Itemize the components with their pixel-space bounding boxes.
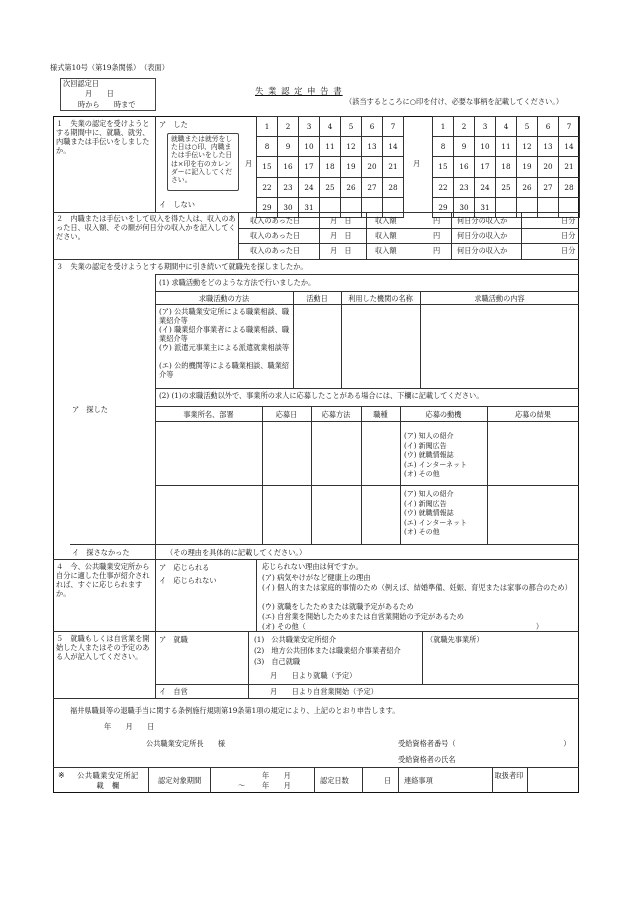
day-cell[interactable]: 7 bbox=[383, 117, 404, 137]
q1-option-did-not[interactable]: イ しない bbox=[159, 200, 195, 209]
day-cell[interactable]: 5 bbox=[341, 117, 362, 137]
method-item[interactable]: (イ) 職業紹介事業者による職業相談、職業紹介等 bbox=[159, 325, 290, 343]
q1-month-label-1: 月 bbox=[245, 159, 253, 168]
period-label: 認定対象期間 bbox=[158, 776, 202, 785]
day-cell[interactable]: 8 bbox=[257, 137, 278, 157]
q2-date-label: 収入のあった日 bbox=[250, 231, 301, 240]
calendar-2[interactable] bbox=[432, 116, 580, 218]
day-cell[interactable]: 12 bbox=[517, 137, 538, 157]
motive-option[interactable]: (イ) 新聞広告 bbox=[404, 499, 447, 508]
day-cell[interactable]: 25 bbox=[320, 177, 341, 197]
day-cell[interactable]: 30 bbox=[278, 197, 299, 217]
day-cell[interactable]: 24 bbox=[299, 177, 320, 197]
cert-days-label: 認定日数 bbox=[320, 776, 349, 785]
calendar-week bbox=[257, 137, 404, 157]
day-cell[interactable]: 15 bbox=[433, 157, 454, 177]
q2-md[interactable]: 月 日 bbox=[330, 216, 352, 225]
q5-option-job[interactable]: ア 就職 bbox=[159, 635, 188, 644]
q3-col-content: 求職活動の内容 bbox=[474, 294, 525, 303]
day-cell[interactable]: 15 bbox=[257, 157, 278, 177]
calendar-week bbox=[433, 157, 580, 177]
calendar-1[interactable] bbox=[256, 116, 404, 218]
next-date-time-range: 時から 時まで bbox=[78, 100, 136, 109]
office-label: 公共職業安定所記 載 欄 bbox=[77, 771, 147, 790]
q2-day-unit: 日分 bbox=[561, 246, 576, 255]
period-start[interactable]: 年 月 bbox=[262, 771, 291, 780]
day-cell[interactable]: 25 bbox=[496, 177, 517, 197]
day-cell[interactable] bbox=[496, 197, 517, 217]
q5-route[interactable]: (1) 公共職業安定所紹介 bbox=[254, 635, 337, 644]
day-cell[interactable]: 21 bbox=[559, 157, 580, 177]
next-date-label: 次回認定日 bbox=[63, 79, 99, 88]
day-cell[interactable]: 13 bbox=[362, 137, 383, 157]
day-cell[interactable]: 27 bbox=[362, 177, 383, 197]
day-cell[interactable]: 19 bbox=[341, 157, 362, 177]
q2-days-label: 何日分の収入か bbox=[457, 246, 508, 255]
calendar-week bbox=[433, 137, 580, 157]
day-cell[interactable]: 1 bbox=[257, 117, 278, 137]
declaration-date[interactable]: 年 月 日 bbox=[104, 722, 155, 731]
cert-number[interactable]: 受給資格者番号（ ） bbox=[398, 739, 571, 748]
day-cell[interactable]: 6 bbox=[362, 117, 383, 137]
day-cell[interactable]: 16 bbox=[454, 157, 475, 177]
day-cell[interactable]: 31 bbox=[299, 197, 320, 217]
q4-reason[interactable]: (ウ) 就職をしたためまたは就職予定があるため bbox=[262, 602, 414, 611]
day-cell[interactable]: 17 bbox=[299, 157, 320, 177]
day-cell[interactable]: 14 bbox=[383, 137, 404, 157]
day-cell[interactable] bbox=[538, 197, 559, 217]
calendar-week bbox=[433, 197, 580, 217]
q3-col-agency: 利用した機関の名称 bbox=[348, 294, 413, 303]
day-cell[interactable]: 3 bbox=[475, 117, 496, 137]
day-cell[interactable]: 4 bbox=[496, 117, 517, 137]
day-cell[interactable]: 20 bbox=[362, 157, 383, 177]
day-cell[interactable]: 17 bbox=[475, 157, 496, 177]
q4-reason-title: 応じられない理由は何ですか。 bbox=[262, 562, 363, 571]
day-cell[interactable]: 11 bbox=[496, 137, 517, 157]
day-cell[interactable]: 13 bbox=[538, 137, 559, 157]
day-cell[interactable]: 16 bbox=[278, 157, 299, 177]
calendar-week bbox=[257, 157, 404, 177]
declaration-text: 福井県職員等の退職手当に関する条例施行規則第19条第1項の規定により、上記のとおり申告します。 bbox=[70, 706, 400, 715]
q2-amount-label: 収入額 bbox=[375, 216, 397, 225]
office-mark: ※ bbox=[58, 771, 65, 780]
q4-option-cannot[interactable]: イ 応じられない bbox=[159, 576, 217, 585]
day-cell[interactable]: 9 bbox=[454, 137, 475, 157]
day-cell[interactable]: 23 bbox=[454, 177, 475, 197]
q3-option-not-searched[interactable]: イ 探さなかった bbox=[72, 548, 130, 557]
q5-route[interactable]: (3) 自己就職 bbox=[254, 657, 301, 666]
q4-reason[interactable]: (エ) 自営業を開始したためまたは自営業開始の予定があるため bbox=[262, 612, 464, 621]
day-cell[interactable]: 9 bbox=[278, 137, 299, 157]
day-cell[interactable]: 29 bbox=[257, 197, 278, 217]
q1-month-label-2: 月 bbox=[413, 159, 421, 168]
page-title: 失 業 認 定 申 告 書 bbox=[255, 86, 343, 96]
q3-sub1: (1) 求職活動をどのような方法で行いましたか。 bbox=[159, 278, 316, 287]
day-cell[interactable] bbox=[320, 197, 341, 217]
q5-question: ５ 就職もしくは自営業を開始した人またはその予定のある人が記入してください。 bbox=[56, 634, 150, 661]
motive-option[interactable]: (ア) 知人の紹介 bbox=[404, 432, 454, 440]
motive-option[interactable]: (オ) その他 bbox=[404, 528, 440, 537]
motive-option[interactable]: (オ) その他 bbox=[404, 470, 440, 479]
q2-date-label: 収入のあった日 bbox=[250, 216, 301, 225]
office-head: 公共職業安定所長 様 bbox=[146, 739, 226, 748]
q4-option-can[interactable]: ア 応じられる bbox=[159, 563, 210, 572]
q4-reason[interactable]: (イ) 個人的または家庭的事情のため（例えば、結婚準備、妊娠、育児または家事の都合のため） bbox=[262, 583, 572, 592]
instruction: （該当するところに○印を付け、必要な事柄を記載してください。） bbox=[345, 97, 564, 106]
q4-question: ４ 今、公共職業安定所から自分に適した仕事が紹介されれば、すぐに応じられますか。 bbox=[56, 562, 150, 598]
q2-yen: 円 bbox=[433, 216, 441, 225]
day-cell[interactable] bbox=[362, 197, 383, 217]
calendar-week bbox=[257, 117, 404, 137]
day-cell[interactable]: 18 bbox=[496, 157, 517, 177]
method-item[interactable]: (ア) 公共職業安定所による職業相談、職業紹介等 bbox=[159, 307, 290, 325]
q5-employer-label: （就職先事業所） bbox=[426, 635, 484, 644]
applicant-name[interactable]: 受給資格者の氏名 bbox=[398, 755, 456, 764]
day-cell[interactable]: 26 bbox=[341, 177, 362, 197]
q2-amount-label: 収入額 bbox=[375, 246, 397, 255]
q1-question: １ 失業の認定を受けようとする期間中に、就職、就労、内職または手伝いをしましたか。 bbox=[56, 119, 150, 155]
day-cell[interactable]: 28 bbox=[383, 177, 404, 197]
q2-days-label: 何日分の収入か bbox=[457, 216, 508, 225]
form-number: 様式第10号（第19条関係） （表面） bbox=[50, 63, 169, 72]
q3-col-activity-date: 活動日 bbox=[306, 294, 328, 303]
day-cell[interactable]: 24 bbox=[475, 177, 496, 197]
q2-date-label: 収入のあった日 bbox=[250, 246, 301, 255]
motive-option[interactable]: (ウ) 就職情報誌 bbox=[404, 509, 454, 518]
q2-days-label: 何日分の収入か bbox=[457, 231, 508, 240]
day-cell[interactable]: 2 bbox=[278, 117, 299, 137]
q3-col-apply-date: 応募日 bbox=[275, 410, 298, 419]
q3-col-company: 事業所名、部署 bbox=[183, 410, 234, 419]
q2-question: ２ 内職または手伝いをして収入を得た人は、収入のあった日、収入額、その額が何日分の収入かを記入してください。 bbox=[56, 214, 236, 241]
day-cell[interactable]: 22 bbox=[257, 177, 278, 197]
day-cell[interactable]: 26 bbox=[517, 177, 538, 197]
day-cell[interactable]: 10 bbox=[475, 137, 496, 157]
q4-reason[interactable]: (ア) 病気やけがなど健康上の理由 bbox=[262, 573, 371, 582]
day-cell[interactable] bbox=[517, 197, 538, 217]
cert-days-unit: 日 bbox=[384, 776, 392, 785]
period-end[interactable]: 年 月 bbox=[262, 781, 291, 790]
q3-question: ３ 失業の認定を受けようとする期間中に引き続いて就職先を探しましたか。 bbox=[56, 262, 308, 271]
day-cell[interactable]: 23 bbox=[278, 177, 299, 197]
day-cell[interactable]: 6 bbox=[538, 117, 559, 137]
day-cell[interactable]: 21 bbox=[383, 157, 404, 177]
day-cell[interactable]: 2 bbox=[454, 117, 475, 137]
motive-list[interactable] bbox=[404, 432, 467, 480]
q3-option-searched[interactable]: ア 探した bbox=[72, 405, 108, 414]
day-cell[interactable] bbox=[341, 197, 362, 217]
calendar-week bbox=[433, 117, 580, 137]
q3-col-result: 応募の結果 bbox=[515, 410, 551, 419]
calendar-week bbox=[257, 177, 404, 197]
motive-option[interactable]: (ア) 知人の紹介 bbox=[404, 490, 454, 498]
day-cell[interactable]: 1 bbox=[433, 117, 454, 137]
q2-day-unit: 日分 bbox=[561, 216, 576, 225]
contact-label: 連絡事項 bbox=[404, 776, 433, 785]
day-cell[interactable]: 18 bbox=[320, 157, 341, 177]
method-item[interactable]: (ウ) 派遣元事業主による派遣就業相談等 bbox=[159, 343, 290, 352]
q3-col-method: 求職活動の方法 bbox=[198, 294, 250, 303]
q5-route[interactable]: (2) 地方公共団体または職業紹介事業者紹介 bbox=[254, 646, 401, 655]
q2-yen: 円 bbox=[433, 246, 441, 255]
day-cell[interactable]: 5 bbox=[517, 117, 538, 137]
q1-note: 就職または就労をした日は○印、内職または手伝いをした日は×印を右のカレンダーに記入してください。 bbox=[171, 135, 233, 185]
q2-yen: 円 bbox=[433, 231, 441, 240]
period-tilde: 〜 bbox=[238, 781, 246, 790]
day-cell[interactable]: 22 bbox=[433, 177, 454, 197]
motive-option[interactable]: (ウ) 就職情報誌 bbox=[404, 451, 454, 460]
day-cell[interactable]: 30 bbox=[454, 197, 475, 217]
calendar-week bbox=[257, 197, 404, 217]
day-cell[interactable]: 31 bbox=[475, 197, 496, 217]
motive-option[interactable]: (エ) インターネット bbox=[404, 518, 468, 527]
q2-md[interactable]: 月 日 bbox=[330, 246, 352, 255]
day-cell[interactable]: 3 bbox=[299, 117, 320, 137]
motive-option[interactable]: (イ) 新聞広告 bbox=[404, 441, 447, 450]
calendar-week bbox=[433, 177, 580, 197]
day-cell[interactable]: 20 bbox=[538, 157, 559, 177]
day-cell[interactable] bbox=[383, 197, 404, 217]
q3-option-not-searched-note: （その理由を具体的に記載してください。） bbox=[166, 548, 307, 557]
day-cell[interactable]: 8 bbox=[433, 137, 454, 157]
day-cell[interactable]: 29 bbox=[433, 197, 454, 217]
q3-col-job-type: 職種 bbox=[373, 410, 388, 419]
day-cell[interactable]: 27 bbox=[538, 177, 559, 197]
day-cell[interactable]: 14 bbox=[559, 137, 580, 157]
motive-option[interactable]: (エ) インターネット bbox=[404, 460, 468, 469]
method-item[interactable]: (エ) 公的機関等による職業相談、職業紹介等 bbox=[159, 361, 290, 379]
day-cell[interactable] bbox=[559, 197, 580, 217]
q3-sub2: (2) (1)の求職活動以外で、事業所の求人に応募したことがある場合には、下欄に記載してください。 bbox=[159, 391, 484, 400]
day-cell[interactable]: 19 bbox=[517, 157, 538, 177]
q4-reason[interactable]: (オ) その他（ ） bbox=[262, 622, 544, 631]
q5-job-date[interactable]: 月 日より就職（予定） bbox=[270, 671, 357, 680]
q2-md[interactable]: 月 日 bbox=[330, 231, 352, 240]
day-cell[interactable]: 12 bbox=[341, 137, 362, 157]
q5-self-date[interactable]: 月 日より自営業開始（予定） bbox=[270, 687, 378, 696]
day-cell[interactable]: 10 bbox=[299, 137, 320, 157]
next-date-month-day: 月 日 bbox=[85, 89, 114, 98]
q1-option-did[interactable]: ア した bbox=[159, 120, 188, 129]
day-cell[interactable]: 7 bbox=[559, 117, 580, 137]
day-cell[interactable]: 4 bbox=[320, 117, 341, 137]
q3-col-apply-method: 応募方法 bbox=[321, 410, 351, 419]
day-cell[interactable]: 11 bbox=[320, 137, 341, 157]
handler-seal-label: 取扱者印 bbox=[494, 771, 524, 780]
day-cell[interactable]: 28 bbox=[559, 177, 580, 197]
q2-amount-label: 収入額 bbox=[375, 231, 397, 240]
q2-day-unit: 日分 bbox=[561, 231, 576, 240]
q3-col-motive: 応募の動機 bbox=[425, 410, 462, 419]
motive-list[interactable] bbox=[404, 490, 467, 538]
q5-option-self[interactable]: イ 自営 bbox=[159, 687, 188, 696]
